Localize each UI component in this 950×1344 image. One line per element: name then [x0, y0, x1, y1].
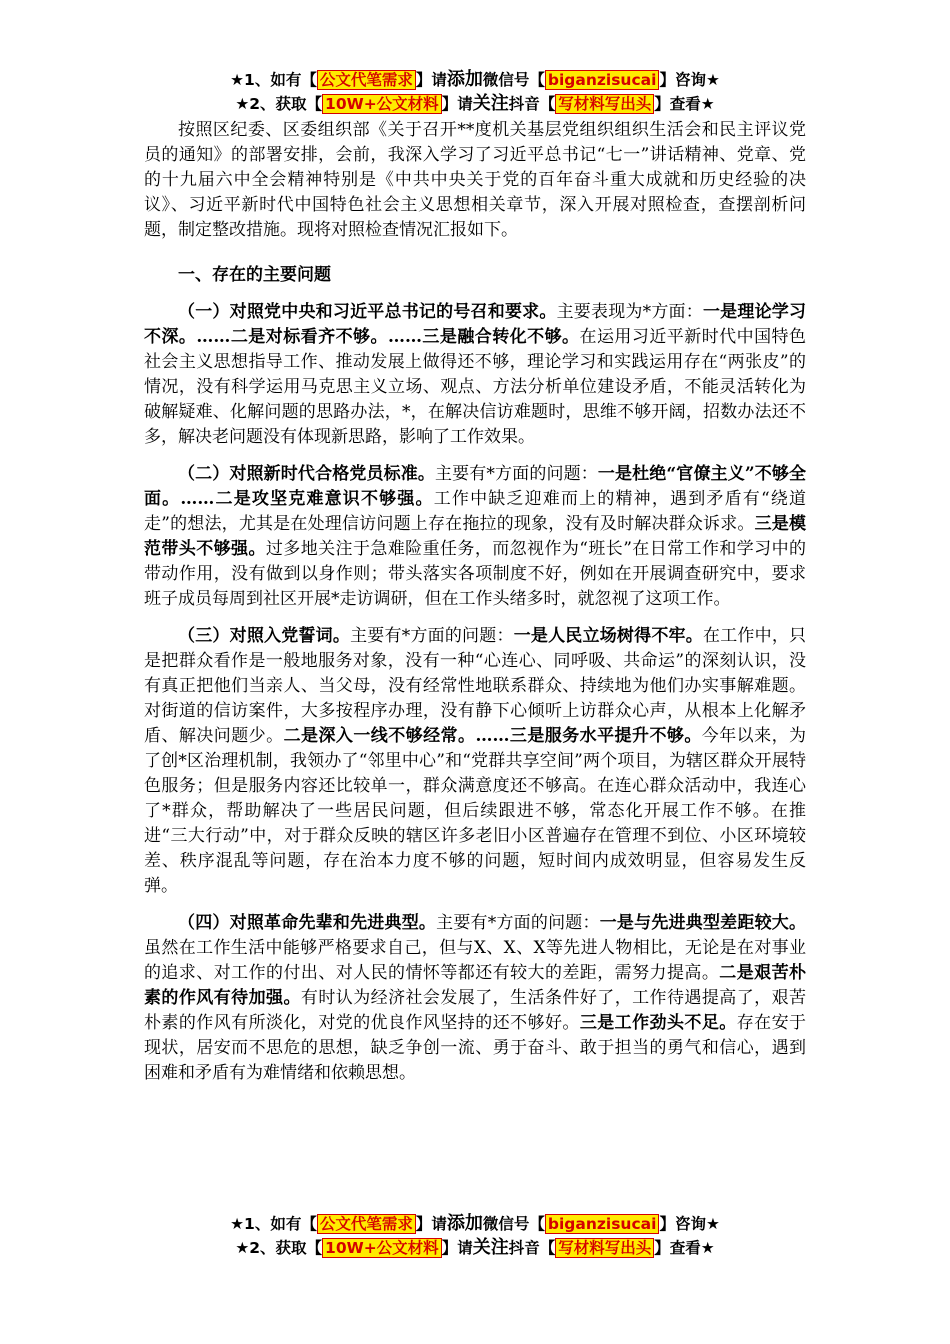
promo-suffix: 】咨询★	[659, 1215, 720, 1233]
promo-suffix: 】咨询★	[659, 71, 720, 89]
promo-wechat-id: biganzisucai	[545, 1214, 660, 1234]
section-point: 三是模范带头不够强。	[144, 514, 806, 559]
promo-suffix: 】查看★	[654, 95, 715, 113]
promo-text: 微信号【	[482, 1215, 545, 1233]
promo-prefix: ★2、获取【	[235, 1239, 323, 1257]
promo-line-1	[144, 68, 806, 92]
intro-paragraph: 按照区纪委、区委组织部《关于召开**度机关基层党组织组织生活会和民主评议党员的通知》的部署安排，会前，我深入学习了习近平总书记“七一”讲话精神、党章、党的十九届六中全会精神特别是《中共中央关于党的百年奋斗重大成就和历史经验的决议》、习近平新时代中国特色社会主义思想相关章节，深入开展对照检查，查摆剖析问题，制定整改措施。现将对照检查情况汇报如下。	[144, 120, 806, 240]
section-title: （四）对照革命先辈和先进典型。	[178, 913, 437, 933]
promo-highlight: 公文代笔需求	[317, 1214, 416, 1234]
section-point: 二是深入一线不够经常。……三是服务水平提升不够。	[283, 726, 702, 746]
promo-text: 】请	[415, 71, 447, 89]
section-point: 一是与先进典型差距较大。	[599, 913, 807, 933]
promo-prefix: ★2、获取【	[235, 95, 323, 113]
section-title: （三）对照入党誓词。	[178, 626, 351, 646]
section-text: 虽然在工作生活中能够严格要求自己，但与X、X、X等先进人物相比，无论是在对事业的追求、对工作的付出、对人民的情怀等都还有较大的差距，需努力提高。	[144, 938, 806, 983]
footer-promo	[144, 1212, 806, 1260]
section-4	[144, 911, 806, 1086]
section-text: 主要表现为*方面：	[556, 302, 703, 322]
promo-emphasis: 关注	[472, 93, 509, 114]
promo-douyin-id: 写材料写出头	[555, 94, 654, 114]
promo-text: 】请	[441, 1239, 473, 1257]
section-point: 一是人民立场树得不牢。	[513, 626, 703, 646]
section-text: 主要有*方面的问题：	[435, 464, 598, 484]
section-text: 今年以来，为了创*区治理机制，我领办了“邻里中心”和“党群共享空间”两个项目，为辖区群众开展特色服务；但是服务内容还比较单一，群众满意度还不够高。在连心群众活动中，我连心了*群众，帮助解决了一些居民问题，但后续跟进不够，常态化开展工作不够。在推进“三大行动”中，对于群众反映的辖区许多老旧小区普遍存在管理不到位、小区环境较差、秩序混乱等问题，存在治本力度不够的问题，短时间内成效明显，但容易发生反弹。	[144, 726, 807, 896]
section-1	[144, 300, 806, 450]
promo-suffix: 】查看★	[654, 1239, 715, 1257]
section-point: 二是艰苦朴素的作风有待加强。	[144, 963, 807, 1008]
section-text: 主要有*方面的问题：	[436, 913, 600, 933]
promo-text: 抖音【	[508, 95, 556, 113]
section-2	[144, 462, 806, 612]
promo-emphasis: 添加	[446, 1213, 483, 1234]
promo-douyin-id: 写材料写出头	[555, 1238, 654, 1258]
section-point: 一是杜绝“官僚主义”不够全面。……二是攻坚克难意识不够强。	[144, 464, 807, 509]
promo-highlight: 10W+公文材料	[322, 1238, 442, 1258]
promo-wechat-id: biganzisucai	[545, 70, 660, 90]
promo-highlight: 10W+公文材料	[322, 94, 442, 114]
document-body	[144, 68, 806, 1086]
section-3	[144, 624, 806, 899]
section-text: 存在安于现状，居安而不思危的思想，缺乏争创一流、勇于奋斗、敢于担当的勇气和信心，遇到困难和矛盾有为难情绪和依赖思想。	[144, 1013, 807, 1083]
promo-text: 微信号【	[482, 71, 545, 89]
promo-prefix: ★1、如有【	[230, 1215, 317, 1233]
promo-emphasis: 关注	[472, 1237, 509, 1258]
section-point: 一是理论学习不深。……二是对标看齐不够。……三是融合转化不够。	[144, 302, 807, 347]
section-text: 在运用习近平新时代中国特色社会主义思想指导工作、推动发展上做得还不够，理论学习和实践运用存在“两张皮”的情况，没有科学运用马克思主义立场、观点、方法分析单位建设矛盾，不能灵活转化为破解疑难、化解问题的思路办法，*，在解决信访难题时，思维不够开阔，招数办法还不多，解决老问题没有体现新思路，影响了工作效果。	[144, 327, 807, 447]
promo-text: 】请	[441, 95, 473, 113]
section-point: 三是工作劲头不足。	[579, 1013, 737, 1033]
section-text: 主要有*方面的问题：	[350, 626, 514, 646]
section-text: 工作中缺乏迎难而上的精神，遇到矛盾有“绕道走”的想法，尤其是在处理信访问题上存在拖拉的现象，没有及时解决群众诉求。	[144, 489, 806, 534]
promo-line-2	[144, 1236, 806, 1260]
promo-emphasis: 添加	[446, 69, 483, 90]
section-text: 过多地关注于急难险重任务，而忽视作为“班长”在日常工作和学习中的带动作用，没有做到以身作则；带头落实各项制度不好，例如在开展调查研究中，要求班子成员每周到社区开展*走访调研，但在工作头绪多时，就忽视了这项工作。	[144, 539, 807, 609]
promo-line-2	[144, 92, 806, 116]
promo-highlight: 公文代笔需求	[317, 70, 416, 90]
promo-prefix: ★1、如有【	[230, 71, 317, 89]
section-title: （二）对照新时代合格党员标准。	[178, 464, 436, 484]
section-text: 有时认为经济社会发展了，生活条件好了，工作待遇提高了，艰苦朴素的作风有所淡化，对党的优良作风坚持的还不够好。	[144, 988, 807, 1033]
promo-text: 抖音【	[508, 1239, 556, 1257]
promo-text: 】请	[415, 1215, 447, 1233]
heading-main-problems: 一、存在的主要问题	[178, 265, 331, 285]
section-text: 在工作中，只是把群众看作是一般地服务对象，没有一种“心连心、同呼吸、共命运”的深刻认识，没有真正把他们当亲人、当父母，没有经常性地联系群众、持续地为他们办实事解难题。对街道的信访案件，大多按程序办理，没有静下心倾听上访群众心声，从根本上化解矛盾、解决问题少。	[144, 626, 807, 746]
promo-line-1	[144, 1212, 806, 1236]
section-title: （一）对照党中央和习近平总书记的号召和要求。	[178, 302, 557, 322]
